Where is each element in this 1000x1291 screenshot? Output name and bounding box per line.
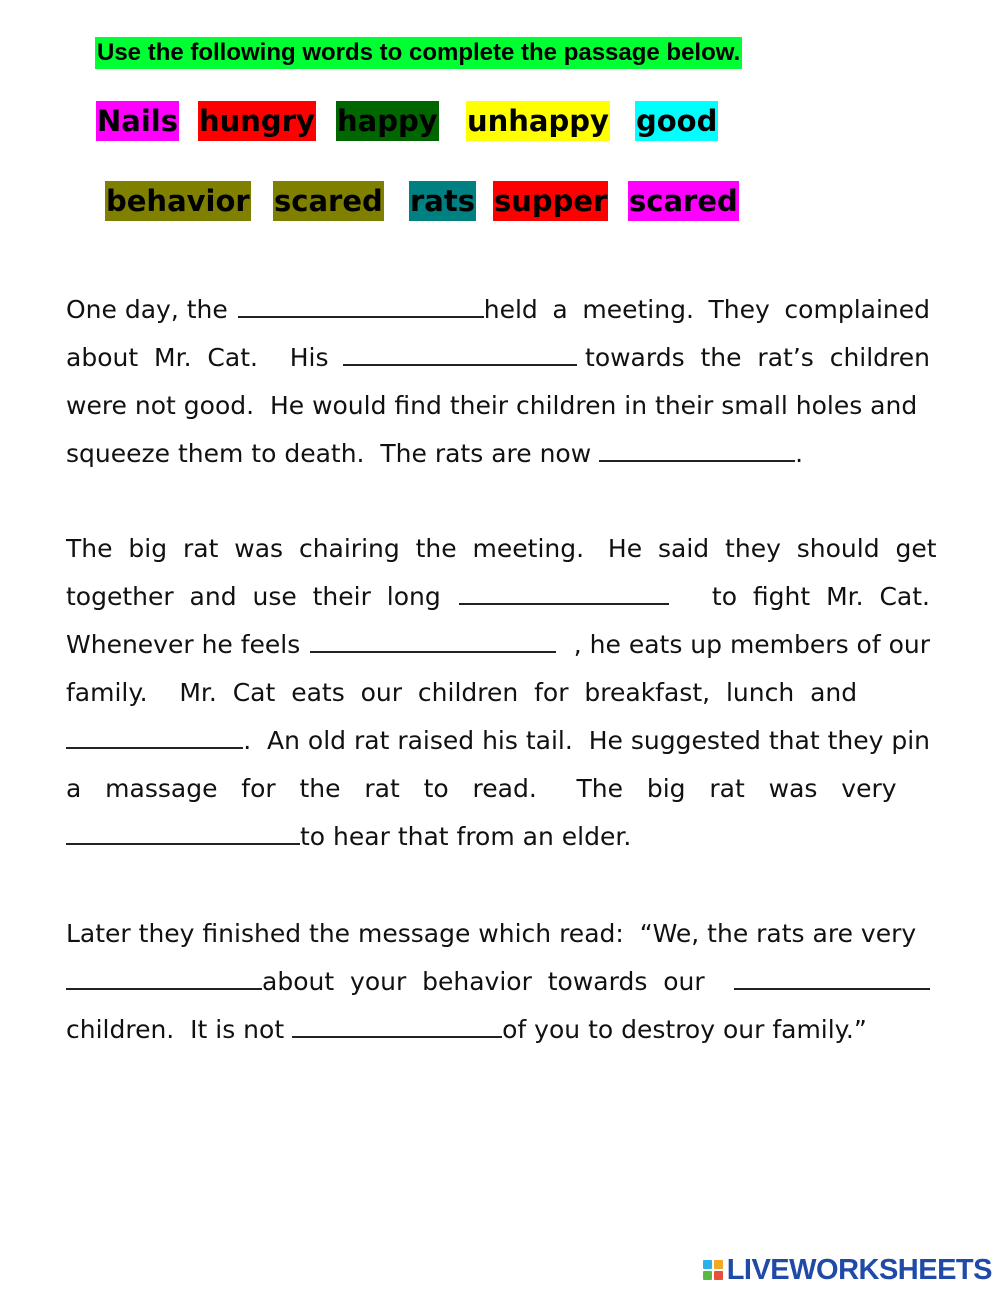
passage-text: about Mr. Cat. His [66, 343, 329, 372]
passage-line [66, 717, 930, 765]
passage-line [66, 525, 937, 573]
passage-text: to hear that from an elder. [300, 822, 632, 851]
word-bank-item[interactable]: hungry [198, 101, 316, 141]
word-bank-item[interactable]: behavior [105, 181, 251, 221]
passage-text: , he eats up members of our [573, 630, 930, 659]
passage-line [66, 334, 930, 382]
liveworksheets-logo [703, 1255, 992, 1285]
passage-line [66, 1006, 930, 1054]
passage-line [66, 430, 930, 478]
passage-text: squeeze them to death. The rats are now [66, 439, 592, 468]
word-bank-item[interactable]: good [635, 101, 718, 141]
passage-line [66, 813, 930, 861]
passage-text: held a meeting. They complained [483, 295, 930, 324]
passage-line [66, 286, 930, 334]
passage-text: Whenever he feels [66, 630, 301, 659]
passage-text: . [795, 439, 804, 468]
word-bank-item[interactable]: supper [493, 181, 608, 221]
passage-line [66, 621, 930, 669]
passage-text: to fight Mr. Cat. [711, 582, 930, 611]
word-bank-item[interactable]: scared [628, 181, 739, 221]
answer-blank[interactable] [66, 958, 262, 990]
instruction-banner: Use the following words to complete the passage below. [95, 37, 742, 69]
word-bank-item[interactable]: unhappy [466, 101, 610, 141]
passage-text: of you to destroy our family.” [502, 1015, 867, 1044]
passage-text: children. It is not [66, 1015, 285, 1044]
passage-text: about your behavior towards our [262, 967, 705, 996]
passage-text: a massage for the rat to read. The big rat was very [66, 774, 897, 803]
passage-paragraph-1 [66, 286, 930, 478]
passage-text: Later they finished the message which read: “We, the rats are very [66, 919, 917, 948]
answer-blank[interactable] [66, 717, 243, 749]
passage-text: . An old rat raised his tail. He suggested that they pin [243, 726, 930, 755]
passage-text: The big rat was chairing the meeting. He said they should get [66, 534, 937, 563]
answer-blank[interactable] [734, 958, 930, 990]
passage-text: towards the rat’s children [585, 343, 930, 372]
passage-paragraph-3 [66, 910, 930, 1054]
passage-text: together and use their long [66, 582, 441, 611]
answer-blank[interactable] [66, 813, 300, 845]
answer-blank[interactable] [599, 430, 795, 462]
word-bank-item[interactable]: Nails [96, 101, 179, 141]
passage-text: were not good. He would find their children in their small holes and [66, 391, 918, 420]
answer-blank[interactable] [292, 1006, 502, 1038]
logo-text: LIVEWORKSHEETS [726, 1253, 992, 1286]
word-bank-item[interactable]: rats [409, 181, 476, 221]
answer-blank[interactable] [310, 621, 556, 653]
passage-line [66, 910, 930, 958]
passage-text: family. Mr. Cat eats our children for breakfast, lunch and [66, 678, 858, 707]
answer-blank[interactable] [343, 334, 577, 366]
liveworksheets-logo-icon [703, 1260, 723, 1280]
passage-line [66, 669, 930, 717]
word-bank-item[interactable]: scared [273, 181, 384, 221]
passage-text: One day, the [66, 295, 228, 324]
answer-blank[interactable] [238, 286, 484, 318]
passage-paragraph-2 [66, 525, 937, 861]
answer-blank[interactable] [459, 573, 669, 605]
passage-line [66, 573, 930, 621]
word-bank-item[interactable]: happy [336, 101, 439, 141]
passage-line [66, 765, 930, 813]
passage-line [66, 382, 930, 430]
passage-line [66, 958, 930, 1006]
